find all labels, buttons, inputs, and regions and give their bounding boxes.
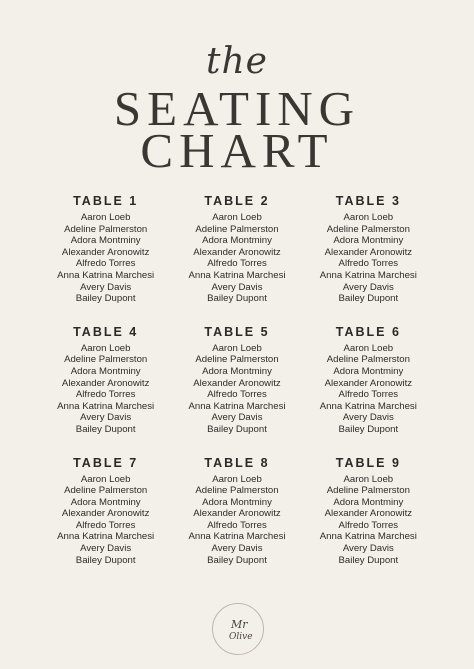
script-the: the [206,41,268,82]
guest-name: Alexander Aronowitz [61,377,150,389]
guest-name: Alfredo Torres [207,389,267,401]
guest-name: Avery Davis [211,543,263,555]
guest-name: Avery Davis [211,412,263,424]
guest-name: Alexander Aronowitz [61,246,150,258]
guest-name: Aaron Loeb [343,212,394,223]
table-block [303,456,434,567]
table-block [171,194,302,305]
guest-name: Adora Montminy [70,496,141,508]
guest-name: Avery Davis [80,412,132,424]
guest-name: Anna Katrina Marchesi [319,400,417,412]
table-block [40,325,171,436]
guest-name: Adeline Palmerston [195,223,279,235]
guest-name: Anna Katrina Marchesi [188,531,286,543]
table-block [40,194,171,305]
tables-grid [40,194,434,566]
guest-name: Adora Montminy [202,365,272,377]
guest-name: Aaron Loeb [80,212,131,223]
guest-name: Anna Katrina Marchesi [319,531,417,543]
table-heading: TABLE 1 [73,194,139,208]
table-block [40,456,171,567]
guest-name: Adora Montminy [70,365,141,377]
guest-name: Aaron Loeb [80,473,131,485]
guest-name: Bailey Dupont [338,554,399,566]
guest-name: Anna Katrina Marchesi [57,269,155,281]
guest-name: Adeline Palmerston [64,354,148,366]
guest-name: Anna Katrina Marchesi [188,400,286,412]
guest-name: Aaron Loeb [212,212,262,223]
guest-name: Alfredo Torres [75,519,136,531]
monogram-logo-icon [212,603,264,655]
guest-name: Bailey Dupont [207,554,267,566]
table-block [171,325,302,436]
guest-name: Adora Montminy [333,496,404,508]
table-heading: TABLE 6 [335,324,401,339]
logo-text-line-2: Olive [229,632,253,642]
guest-name: Adora Montminy [202,496,272,508]
guest-name: Aaron Loeb [212,342,262,354]
guest-name: Alfredo Torres [338,389,399,401]
guest-name: Adeline Palmerston [326,354,410,366]
guest-name: Anna Katrina Marchesi [188,269,286,281]
guest-name: Avery Davis [211,281,263,293]
table-heading: TABLE 7 [73,455,139,470]
table-block [303,194,434,305]
guest-name: Alexander Aronowitz [61,508,150,520]
guest-name: Adeline Palmerston [195,485,279,497]
guest-name: Bailey Dupont [75,423,136,435]
page-title-line-1: SEATING [113,81,361,136]
guest-name: Adeline Palmerston [195,354,279,366]
guest-name: Aaron Loeb [343,473,394,485]
guest-name: Bailey Dupont [207,423,267,435]
guest-name: Bailey Dupont [75,293,136,305]
guest-name: Alexander Aronowitz [324,508,413,520]
guest-name: Bailey Dupont [338,423,399,435]
guest-name: Anna Katrina Marchesi [57,531,155,543]
guest-name: Adora Montminy [333,235,404,247]
guest-name: Bailey Dupont [338,293,399,305]
guest-name: Alfredo Torres [338,258,399,270]
guest-name: Bailey Dupont [75,554,136,566]
guest-name: Alexander Aronowitz [324,246,413,258]
table-block [303,325,434,436]
guest-name: Adora Montminy [70,235,141,247]
table-heading: TABLE 5 [204,324,270,339]
table-heading: TABLE 2 [204,194,270,208]
table-heading: TABLE 3 [335,194,401,208]
guest-name: Alexander Aronowitz [193,508,281,520]
guest-name: Adeline Palmerston [326,485,410,497]
guest-name: Alexander Aronowitz [193,246,281,258]
guest-name: Avery Davis [342,412,394,424]
guest-name: Alexander Aronowitz [193,377,281,389]
guest-name: Alfredo Torres [207,258,267,270]
guest-name: Adeline Palmerston [64,223,148,235]
guest-name: Adeline Palmerston [326,223,410,235]
guest-name: Bailey Dupont [207,293,267,305]
page-title-line-2: CHART [140,123,334,178]
logo-text-line-1: Mr [231,618,248,631]
guest-name: Alfredo Torres [75,258,136,270]
guest-name: Avery Davis [80,281,132,293]
guest-name: Aaron Loeb [212,473,262,485]
table-heading: TABLE 9 [335,455,401,470]
guest-name: Anna Katrina Marchesi [57,400,155,412]
guest-name: Alfredo Torres [207,519,267,531]
guest-name: Adeline Palmerston [64,485,148,497]
guest-name: Adora Montminy [202,235,272,247]
guest-name: Alfredo Torres [75,389,136,401]
table-heading: TABLE 8 [204,455,270,470]
guest-name: Aaron Loeb [80,342,131,354]
guest-name: Avery Davis [80,543,132,555]
guest-name: Alexander Aronowitz [324,377,413,389]
guest-name: Aaron Loeb [343,342,394,354]
guest-name: Alfredo Torres [338,519,399,531]
guest-name: Avery Davis [342,281,394,293]
guest-name: Anna Katrina Marchesi [319,269,417,281]
table-heading: TABLE 4 [73,324,139,339]
guest-name: Avery Davis [342,543,394,555]
guest-name: Adora Montminy [333,365,404,377]
table-block [171,456,302,567]
